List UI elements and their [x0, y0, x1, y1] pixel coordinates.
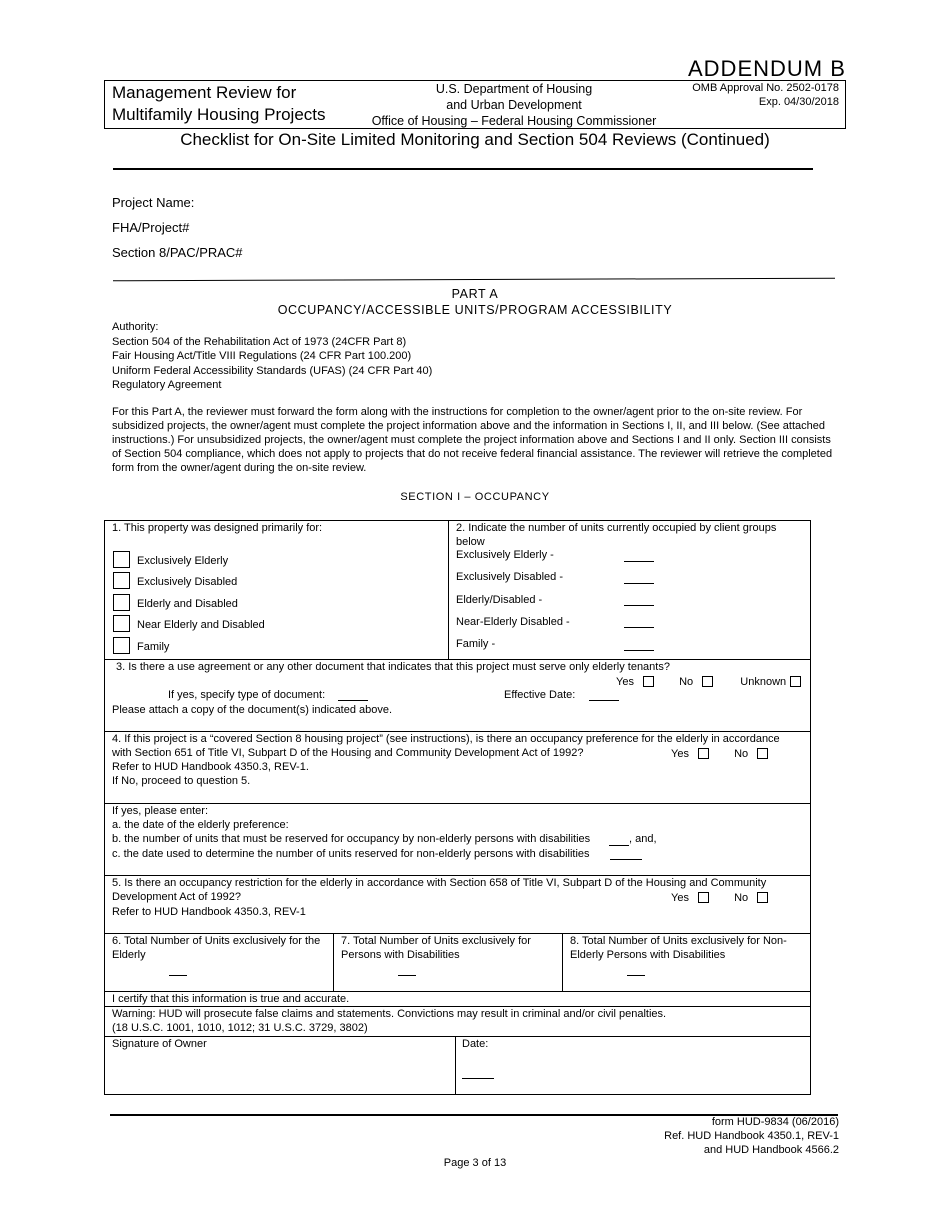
q3-unknown-checkbox[interactable]: [790, 676, 801, 687]
q4-line2: with Section 651 of Title VI, Subpart D of the Housing and Community Development Act of 1992?: [112, 747, 584, 759]
row-divider: [105, 1036, 810, 1037]
no-label: No: [679, 676, 694, 688]
certify-statement: I certify that this information is true and accurate.: [112, 993, 350, 1005]
q2-elderly-disabled-input[interactable]: [624, 605, 654, 606]
yes-label: Yes: [671, 748, 689, 760]
part-a-title: PART A: [451, 287, 499, 301]
q2-row-label: Elderly/Disabled -: [456, 594, 543, 606]
q4-detail-b: b. the number of units that must be reserved for occupancy by non-elderly persons with disabilities: [112, 833, 591, 845]
option-label: Near Elderly and Disabled: [137, 619, 265, 631]
q4-line4: If No, proceed to question 5.: [112, 775, 251, 787]
no-label: No: [734, 748, 749, 760]
q8-input[interactable]: [627, 975, 645, 976]
q7-label: 7. Total Number of Units exclusively for Persons with Disabilities: [341, 935, 531, 961]
checkbox-family[interactable]: [113, 637, 130, 654]
authority-list: [112, 320, 432, 393]
q3-attach-note: Please attach a copy of the document(s) indicated above.: [112, 704, 393, 716]
q2-family-input[interactable]: [624, 650, 654, 651]
q4-yes-checkbox[interactable]: [698, 748, 709, 759]
q4-line3: Refer to HUD Handbook 4350.3, REV-1.: [112, 761, 309, 773]
part-a-subtitle: OCCUPANCY/ACCESSIBLE UNITS/PROGRAM ACCESSIBILITY: [277, 303, 673, 317]
column-divider: [455, 1036, 456, 1094]
q2-row-label: Exclusively Disabled -: [456, 571, 563, 583]
option-label: Exclusively Disabled: [137, 576, 238, 588]
unknown-label: Unknown: [740, 676, 787, 688]
authority-line: Uniform Federal Accessibility Standards (UFAS) (24 CFR Part 40): [112, 364, 433, 377]
department-line2: and Urban Development: [446, 98, 582, 112]
q2-exclusively-elderly-input[interactable]: [624, 561, 654, 562]
column-divider: [448, 521, 449, 659]
q4-detail-c: c. the date used to determine the number of units reserved for non-elderly persons with disabilities: [112, 848, 590, 860]
form-title-line1: Management Review for: [112, 83, 297, 102]
yes-label: Yes: [671, 892, 689, 904]
checkbox-elderly-and-disabled[interactable]: [113, 594, 130, 611]
q3-no-checkbox[interactable]: [702, 676, 713, 687]
q5-yes-checkbox[interactable]: [698, 892, 709, 903]
q3-yes-no-unknown: [616, 674, 801, 689]
checkbox-near-elderly-and-disabled[interactable]: [113, 615, 130, 632]
q6-label: 6. Total Number of Units exclusively for the Elderly: [112, 935, 321, 961]
option-label: Exclusively Elderly: [137, 555, 229, 567]
q4-yes-no: [671, 746, 768, 761]
form-title-line2: Multifamily Housing Projects: [112, 105, 326, 124]
q7-input[interactable]: [398, 975, 416, 976]
warning-line1: Warning: HUD will prosecute false claims and statements. Convictions may result in criminal and/or civil penalties.: [112, 1008, 667, 1020]
q4-detail-intro: If yes, please enter:: [112, 805, 208, 817]
date-label: Date:: [462, 1038, 489, 1050]
form-number: form HUD-9834 (06/2016): [711, 1116, 839, 1128]
department-line1: U.S. Department of Housing: [435, 82, 593, 96]
yes-label: Yes: [616, 676, 634, 688]
q2-near-elderly-disabled-input[interactable]: [624, 627, 654, 628]
authority-line: Fair Housing Act/Title VIII Regulations (24 CFR Part 100.200): [112, 350, 412, 362]
q5-line1: 5. Is there an occupancy restriction for the elderly in accordance with Section 658 of Title VI, Subpart D of the Housing and Community: [112, 877, 767, 889]
date-input[interactable]: [462, 1078, 494, 1079]
handbook-ref1: Ref. HUD Handbook 4350.1, REV-1: [664, 1130, 839, 1142]
q6-input[interactable]: [169, 975, 187, 976]
q3-label: 3. Is there a use agreement or any other document that indicates that this project must serve only elderly tenants?: [116, 661, 670, 673]
q2-label: 2. Indicate the number of units currently occupied by client groups below: [456, 522, 777, 548]
checklist-title: Checklist for On-Site Limited Monitoring and Section 504 Reviews (Continued): [180, 130, 770, 149]
omb-expiration: Exp. 04/30/2018: [758, 96, 839, 108]
section-1-title: SECTION I – OCCUPANCY: [400, 491, 550, 503]
warning-line2: (18 U.S.C. 1001, 1010, 1012; 31 U.S.C. 3729, 3802): [112, 1022, 368, 1034]
q3-effective-date-label: Effective Date:: [504, 689, 576, 701]
q3-effective-date-input[interactable]: [589, 700, 619, 701]
q4-detail-a: a. the date of the elderly preference:: [112, 819, 289, 831]
q1-label: 1. This property was designed primarily for:: [112, 522, 323, 534]
q2-exclusively-disabled-input[interactable]: [624, 583, 654, 584]
q5-no-checkbox[interactable]: [757, 892, 768, 903]
page-number: Page 3 of 13: [443, 1157, 507, 1169]
form-footer: [664, 1115, 839, 1157]
department-line3: Office of Housing – Federal Housing Commissioner: [371, 114, 657, 128]
authority-line: Authority:: [112, 321, 159, 333]
q4-line1: 4. If this project is a “covered Section 8 housing project” (see instructions), is there an occupancy preference for the elderly in accordance: [112, 733, 780, 745]
project-name-label: Project Name:: [112, 195, 195, 210]
checkbox-exclusively-elderly[interactable]: [113, 551, 130, 568]
option-label: Elderly and Disabled: [137, 598, 238, 610]
fha-project-label: FHA/Project#: [112, 220, 190, 235]
q3-doc-type-label: If yes, specify type of document:: [168, 689, 326, 701]
q4-determination-date-input[interactable]: [610, 859, 642, 860]
q4-no-checkbox[interactable]: [757, 748, 768, 759]
q5-line3: Refer to HUD Handbook 4350.3, REV-1: [112, 906, 306, 918]
occupancy-form: [104, 520, 811, 1095]
handbook-ref2: and HUD Handbook 4566.2: [703, 1144, 839, 1156]
option-label: Family: [137, 641, 170, 653]
omb-approval: OMB Approval No. 2502-0178: [692, 82, 839, 94]
form-title: [112, 82, 326, 126]
q2-row-label: Exclusively Elderly -: [456, 549, 554, 561]
q2-row-label: Near-Elderly Disabled -: [456, 616, 570, 628]
q3-doc-type-input[interactable]: [338, 700, 368, 701]
q5-yes-no: [671, 890, 768, 905]
checkbox-exclusively-disabled[interactable]: [113, 572, 130, 589]
authority-line: Section 504 of the Rehabilitation Act of 1973 (24CFR Part 8): [112, 335, 407, 348]
q5-line2: Development Act of 1992?: [112, 891, 242, 903]
q8-label: 8. Total Number of Units exclusively for Non-Elderly Persons with Disabilities: [570, 935, 787, 961]
row-divider: [105, 803, 810, 804]
column-divider: [562, 933, 563, 991]
authority-line: Regulatory Agreement: [112, 379, 222, 391]
signature-label: Signature of Owner: [112, 1038, 207, 1050]
title-divider: [113, 168, 813, 170]
q3-yes-checkbox[interactable]: [643, 676, 654, 687]
q4-reserved-units-input[interactable]: [609, 845, 629, 846]
section8-label: Section 8/PAC/PRAC#: [112, 245, 243, 260]
q2-row-label: Family -: [456, 638, 496, 650]
department-block: [366, 81, 662, 129]
column-divider: [333, 933, 334, 991]
no-label: No: [734, 892, 749, 904]
project-divider: [113, 278, 835, 282]
part-a-instructions: For this Part A, the reviewer must forward the form along with the instructions for completion to the owner/agent prior to the on-site review. For subsidized projects, the owner/agent must complete the project information above and the information in Sections I, II, and III below. (See attached instructions.) For unsubsidized projects, the owner/agent must complete the project information above and Sections I and II only. Section III consists of Section 504 compliance, which does not apply to projects that do not receive federal financial assistance. The reviewer will retrieve the completed form from the owner/agent during the on-site review.: [112, 406, 833, 474]
omb-block: [692, 81, 839, 109]
q4-detail-b-tail: , and,: [629, 833, 657, 845]
addendum-label: ADDENDUM B: [688, 56, 846, 81]
